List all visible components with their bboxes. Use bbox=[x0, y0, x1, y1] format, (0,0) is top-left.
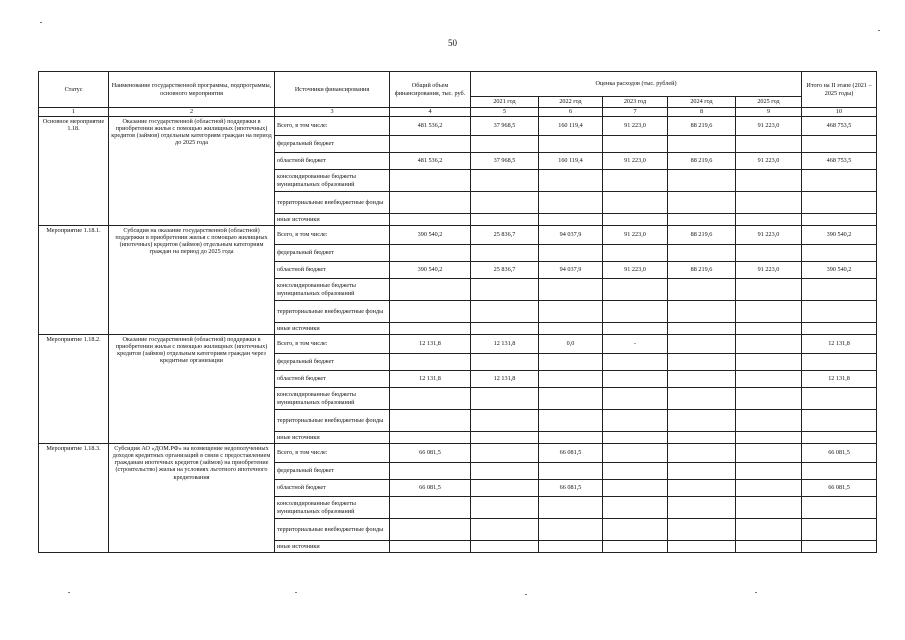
amount-cell: 91 223,0 bbox=[736, 153, 802, 170]
scan-speck bbox=[295, 592, 297, 593]
amount-cell bbox=[802, 279, 877, 301]
row-name: Оказание государственной (областной) поддержки в приобретении жилья с помощью жилищных (ипотечных) кредитов (займов) отдельным категориям граждан на период до 2025 года bbox=[109, 117, 275, 226]
amount-cell: 91 223,0 bbox=[736, 117, 802, 136]
amount-cell bbox=[603, 170, 668, 192]
header-year: 2022 год bbox=[539, 97, 603, 108]
funding-source: областной бюджет bbox=[275, 262, 390, 279]
amount-cell bbox=[390, 354, 471, 371]
amount-cell: 91 223,0 bbox=[603, 262, 668, 279]
amount-cell: 390 540,2 bbox=[390, 262, 471, 279]
row-name: Субсидия АО «ДОМ.РФ» на возмещение недополученных доходов кредитных организаций в связи с предоставлением гражданам ипотечных кредитов (займов) на приобретение (строительство) жилья на условиях льготного ипотечного кредитования bbox=[109, 444, 275, 553]
amount-cell: 160 119,4 bbox=[539, 117, 603, 136]
amount-cell bbox=[539, 170, 603, 192]
row-name: Субсидия на оказание государственной (областной) поддержки в приобретении жилья с помощью жилищных (ипотечных) кредитов (займов) отдельным категориям граждан на период до 2025 года bbox=[109, 226, 275, 335]
amount-cell bbox=[390, 410, 471, 432]
amount-cell bbox=[471, 410, 539, 432]
amount-cell bbox=[736, 497, 802, 519]
amount-cell bbox=[736, 214, 802, 226]
amount-cell: 88 219,6 bbox=[668, 226, 736, 245]
funding-source: консолидированные бюджеты муниципальных образований bbox=[275, 279, 390, 301]
header-estimate: Оценка расходов (тыс. рублей) bbox=[471, 72, 802, 97]
amount-cell: 37 968,5 bbox=[471, 153, 539, 170]
amount-cell bbox=[539, 214, 603, 226]
amount-cell bbox=[471, 170, 539, 192]
funding-source: консолидированные бюджеты муниципальных образований bbox=[275, 388, 390, 410]
amount-cell bbox=[668, 480, 736, 497]
amount-cell: 0,0 bbox=[539, 335, 603, 354]
column-number: 9 bbox=[736, 108, 802, 117]
amount-cell bbox=[668, 279, 736, 301]
scan-speck bbox=[878, 30, 880, 31]
amount-cell bbox=[736, 432, 802, 444]
funding-source: федеральный бюджет bbox=[275, 245, 390, 262]
amount-cell bbox=[471, 214, 539, 226]
amount-cell bbox=[802, 136, 877, 153]
amount-cell bbox=[471, 192, 539, 214]
amount-cell bbox=[539, 519, 603, 541]
scan-speck bbox=[525, 594, 527, 595]
amount-cell bbox=[471, 497, 539, 519]
amount-cell: 37 968,5 bbox=[471, 117, 539, 136]
funding-source: территориальные внебюджетные фонды bbox=[275, 519, 390, 541]
amount-cell bbox=[736, 335, 802, 354]
amount-cell bbox=[736, 136, 802, 153]
amount-cell: 468 753,5 bbox=[802, 153, 877, 170]
amount-cell: 481 536,2 bbox=[390, 153, 471, 170]
amount-cell bbox=[471, 245, 539, 262]
table-row bbox=[39, 444, 877, 463]
amount-cell bbox=[471, 541, 539, 553]
amount-cell bbox=[668, 444, 736, 463]
amount-cell bbox=[390, 497, 471, 519]
amount-cell bbox=[668, 192, 736, 214]
page-number: 50 bbox=[448, 38, 457, 48]
amount-cell: 12 131,8 bbox=[471, 335, 539, 354]
amount-cell bbox=[390, 323, 471, 335]
column-number: 6 bbox=[539, 108, 603, 117]
amount-cell bbox=[390, 214, 471, 226]
amount-cell bbox=[471, 388, 539, 410]
amount-cell: 91 223,0 bbox=[603, 226, 668, 245]
row-status: Мероприятие 1.18.3. bbox=[39, 444, 109, 553]
amount-cell bbox=[539, 388, 603, 410]
amount-cell bbox=[736, 388, 802, 410]
amount-cell: 390 540,2 bbox=[802, 262, 877, 279]
amount-cell bbox=[668, 432, 736, 444]
amount-cell bbox=[802, 301, 877, 323]
amount-cell: 390 540,2 bbox=[802, 226, 877, 245]
amount-cell: 12 131,8 bbox=[390, 335, 471, 354]
amount-cell: 66 081,5 bbox=[539, 480, 603, 497]
amount-cell bbox=[390, 541, 471, 553]
amount-cell bbox=[539, 497, 603, 519]
amount-cell bbox=[539, 354, 603, 371]
amount-cell bbox=[736, 354, 802, 371]
amount-cell bbox=[668, 541, 736, 553]
amount-cell bbox=[668, 301, 736, 323]
amount-cell bbox=[390, 388, 471, 410]
amount-cell bbox=[603, 136, 668, 153]
amount-cell bbox=[668, 214, 736, 226]
amount-cell bbox=[539, 463, 603, 480]
scan-speck bbox=[40, 22, 42, 23]
amount-cell: 481 536,2 bbox=[390, 117, 471, 136]
funding-source: иные источники bbox=[275, 541, 390, 553]
amount-cell bbox=[668, 519, 736, 541]
amount-cell bbox=[471, 519, 539, 541]
amount-cell: 88 219,6 bbox=[668, 262, 736, 279]
amount-cell bbox=[603, 410, 668, 432]
amount-cell bbox=[603, 245, 668, 262]
amount-cell: 12 131,8 bbox=[802, 371, 877, 388]
amount-cell: 66 081,5 bbox=[802, 480, 877, 497]
amount-cell bbox=[668, 463, 736, 480]
amount-cell bbox=[802, 410, 877, 432]
header-source: Источники финансирования bbox=[275, 72, 390, 108]
header-year: 2023 год bbox=[603, 97, 668, 108]
column-number: 2 bbox=[109, 108, 275, 117]
amount-cell: 91 223,0 bbox=[603, 117, 668, 136]
amount-cell bbox=[603, 192, 668, 214]
amount-cell bbox=[603, 371, 668, 388]
amount-cell bbox=[471, 444, 539, 463]
amount-cell bbox=[539, 323, 603, 335]
amount-cell: 468 753,5 bbox=[802, 117, 877, 136]
funding-source: Всего, в том числе: bbox=[275, 335, 390, 354]
amount-cell bbox=[539, 192, 603, 214]
amount-cell bbox=[802, 170, 877, 192]
amount-cell bbox=[668, 410, 736, 432]
funding-source: областной бюджет bbox=[275, 480, 390, 497]
column-number: 3 bbox=[275, 108, 390, 117]
amount-cell bbox=[603, 519, 668, 541]
amount-cell bbox=[802, 214, 877, 226]
amount-cell bbox=[736, 541, 802, 553]
funding-source: Всего, в том числе: bbox=[275, 117, 390, 136]
funding-source: консолидированные бюджеты муниципальных образований bbox=[275, 497, 390, 519]
funding-source: иные источники bbox=[275, 432, 390, 444]
table-row bbox=[39, 226, 877, 245]
amount-cell bbox=[736, 279, 802, 301]
amount-cell: 94 037,9 bbox=[539, 262, 603, 279]
header-total-volume: Общий объем финансирования, тыс. руб. bbox=[390, 72, 471, 108]
amount-cell bbox=[802, 497, 877, 519]
amount-cell: 25 836,7 bbox=[471, 226, 539, 245]
amount-cell bbox=[603, 444, 668, 463]
column-number: 8 bbox=[668, 108, 736, 117]
table-row bbox=[39, 335, 877, 354]
amount-cell bbox=[390, 170, 471, 192]
header-stage-total: Итого на II этапе (2021 – 2025 годы) bbox=[802, 72, 877, 108]
amount-cell bbox=[736, 444, 802, 463]
column-number: 5 bbox=[471, 108, 539, 117]
funding-source: иные источники bbox=[275, 323, 390, 335]
row-status: Мероприятие 1.18.1. bbox=[39, 226, 109, 335]
amount-cell bbox=[736, 480, 802, 497]
table-header bbox=[39, 72, 877, 117]
amount-cell bbox=[802, 388, 877, 410]
amount-cell bbox=[471, 463, 539, 480]
column-number: 7 bbox=[603, 108, 668, 117]
amount-cell bbox=[603, 301, 668, 323]
amount-cell bbox=[736, 170, 802, 192]
amount-cell bbox=[603, 541, 668, 553]
amount-cell bbox=[471, 480, 539, 497]
header-status: Статус bbox=[39, 72, 109, 108]
amount-cell bbox=[736, 245, 802, 262]
funding-source: федеральный бюджет bbox=[275, 463, 390, 480]
amount-cell bbox=[390, 136, 471, 153]
funding-source: иные источники bbox=[275, 214, 390, 226]
amount-cell: 66 081,5 bbox=[390, 480, 471, 497]
amount-cell bbox=[736, 192, 802, 214]
amount-cell bbox=[668, 335, 736, 354]
amount-cell bbox=[539, 541, 603, 553]
amount-cell bbox=[668, 497, 736, 519]
funding-source: Всего, в том числе: bbox=[275, 444, 390, 463]
amount-cell bbox=[471, 323, 539, 335]
row-name: Оказание государственной (областной) поддержки в приобретении жилья с помощью жилищных (ипотечных) кредитов (займов) отдельным категориям граждан через кредитные организации bbox=[109, 335, 275, 444]
amount-cell: 88 219,6 bbox=[668, 153, 736, 170]
amount-cell: 91 223,0 bbox=[736, 226, 802, 245]
amount-cell bbox=[603, 214, 668, 226]
amount-cell bbox=[736, 371, 802, 388]
amount-cell: 88 219,6 bbox=[668, 117, 736, 136]
amount-cell bbox=[390, 432, 471, 444]
column-number: 4 bbox=[390, 108, 471, 117]
amount-cell bbox=[736, 301, 802, 323]
funding-source: территориальные внебюджетные фонды bbox=[275, 301, 390, 323]
amount-cell bbox=[603, 480, 668, 497]
amount-cell bbox=[539, 432, 603, 444]
amount-cell bbox=[668, 354, 736, 371]
amount-cell bbox=[471, 136, 539, 153]
amount-cell bbox=[668, 371, 736, 388]
amount-cell bbox=[668, 323, 736, 335]
amount-cell bbox=[603, 432, 668, 444]
scan-speck bbox=[755, 592, 757, 593]
funding-source: областной бюджет bbox=[275, 371, 390, 388]
amount-cell bbox=[802, 192, 877, 214]
table-row bbox=[39, 117, 877, 136]
amount-cell bbox=[802, 519, 877, 541]
amount-cell bbox=[471, 301, 539, 323]
amount-cell: - bbox=[603, 335, 668, 354]
amount-cell: 12 131,8 bbox=[471, 371, 539, 388]
amount-cell bbox=[603, 497, 668, 519]
amount-cell bbox=[668, 245, 736, 262]
financing-table bbox=[38, 71, 877, 553]
column-number: 10 bbox=[802, 108, 877, 117]
amount-cell bbox=[539, 371, 603, 388]
header-year: 2021 год bbox=[471, 97, 539, 108]
amount-cell bbox=[603, 354, 668, 371]
amount-cell bbox=[539, 410, 603, 432]
amount-cell bbox=[471, 354, 539, 371]
funding-source: федеральный бюджет bbox=[275, 354, 390, 371]
amount-cell: 12 131,8 bbox=[390, 371, 471, 388]
amount-cell bbox=[668, 170, 736, 192]
amount-cell bbox=[390, 245, 471, 262]
amount-cell bbox=[471, 279, 539, 301]
row-status: Мероприятие 1.18.2. bbox=[39, 335, 109, 444]
amount-cell bbox=[668, 136, 736, 153]
amount-cell: 91 223,0 bbox=[736, 262, 802, 279]
amount-cell bbox=[603, 463, 668, 480]
amount-cell bbox=[603, 388, 668, 410]
amount-cell bbox=[471, 432, 539, 444]
header-name: Наименование государственной программы, подпрограммы, основного мероприятия bbox=[109, 72, 275, 108]
amount-cell bbox=[802, 323, 877, 335]
amount-cell bbox=[603, 279, 668, 301]
amount-cell bbox=[668, 388, 736, 410]
amount-cell bbox=[390, 519, 471, 541]
amount-cell bbox=[736, 519, 802, 541]
funding-source: территориальные внебюджетные фонды bbox=[275, 410, 390, 432]
amount-cell bbox=[390, 192, 471, 214]
amount-cell bbox=[539, 279, 603, 301]
amount-cell bbox=[802, 245, 877, 262]
column-number: 1 bbox=[39, 108, 109, 117]
amount-cell: 66 081,5 bbox=[539, 444, 603, 463]
amount-cell: 91 223,0 bbox=[603, 153, 668, 170]
funding-source: Всего, в том числе: bbox=[275, 226, 390, 245]
funding-source: федеральный бюджет bbox=[275, 136, 390, 153]
amount-cell bbox=[802, 463, 877, 480]
amount-cell bbox=[603, 323, 668, 335]
funding-source: областной бюджет bbox=[275, 153, 390, 170]
row-status: Основное мероприятие 1.18. bbox=[39, 117, 109, 226]
amount-cell bbox=[736, 463, 802, 480]
amount-cell bbox=[539, 136, 603, 153]
amount-cell bbox=[390, 463, 471, 480]
amount-cell bbox=[736, 410, 802, 432]
header-year: 2025 год bbox=[736, 97, 802, 108]
amount-cell: 94 037,9 bbox=[539, 226, 603, 245]
funding-source: консолидированные бюджеты муниципальных образований bbox=[275, 170, 390, 192]
scan-speck bbox=[68, 592, 70, 593]
amount-cell: 25 836,7 bbox=[471, 262, 539, 279]
funding-source: территориальные внебюджетные фонды bbox=[275, 192, 390, 214]
amount-cell: 390 540,2 bbox=[390, 226, 471, 245]
table-body bbox=[39, 117, 877, 553]
amount-cell: 160 119,4 bbox=[539, 153, 603, 170]
amount-cell bbox=[736, 323, 802, 335]
amount-cell bbox=[539, 301, 603, 323]
amount-cell bbox=[802, 541, 877, 553]
amount-cell bbox=[390, 279, 471, 301]
amount-cell: 66 081,5 bbox=[802, 444, 877, 463]
amount-cell bbox=[802, 432, 877, 444]
amount-cell: 12 131,8 bbox=[802, 335, 877, 354]
header-year: 2024 год bbox=[668, 97, 736, 108]
amount-cell bbox=[802, 354, 877, 371]
amount-cell: 66 081,5 bbox=[390, 444, 471, 463]
amount-cell bbox=[539, 245, 603, 262]
amount-cell bbox=[390, 301, 471, 323]
